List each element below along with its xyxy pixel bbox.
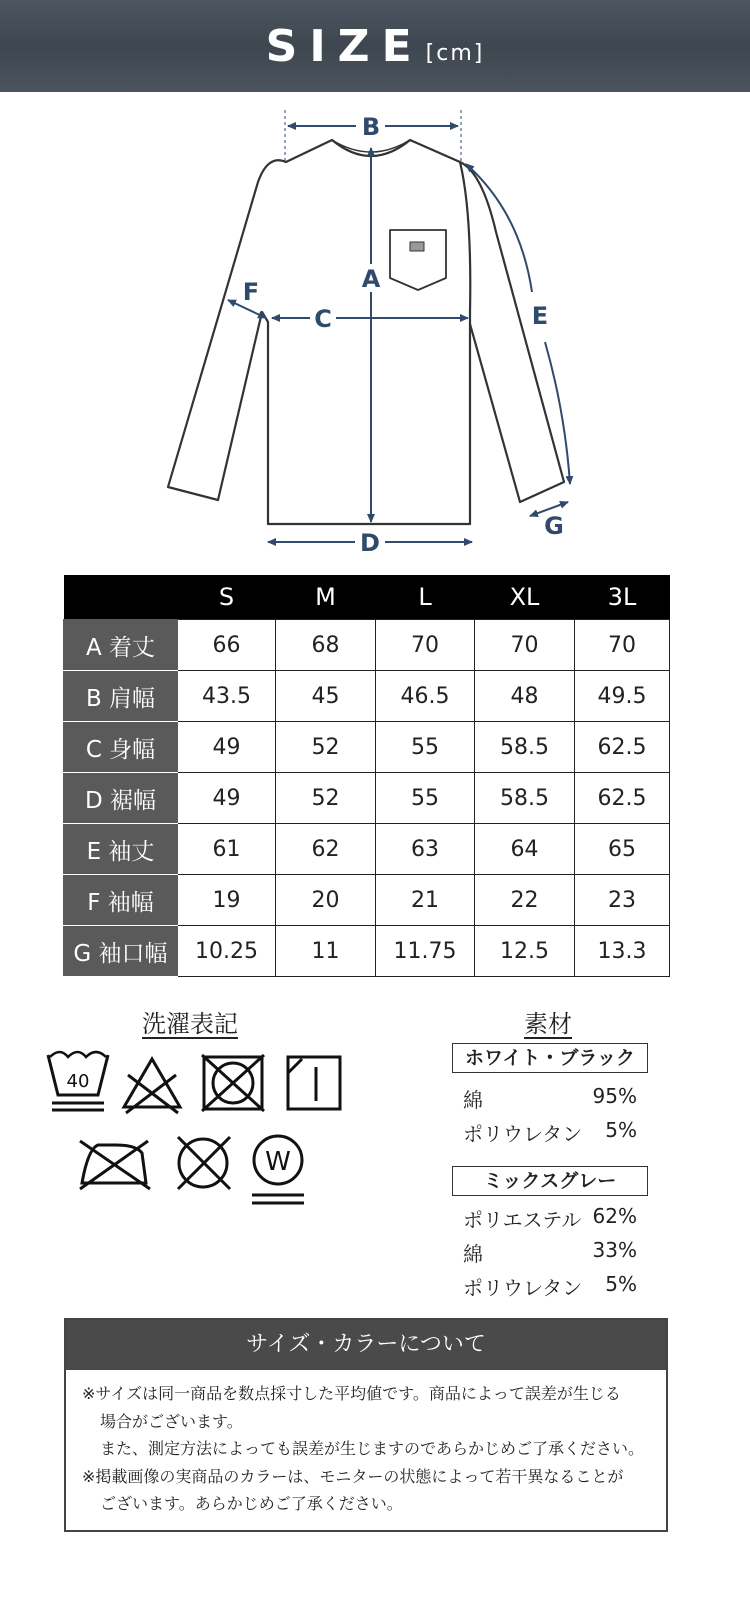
care-label-title: 洗濯表記 — [142, 1010, 238, 1038]
row-label: A 着丈 — [64, 620, 178, 671]
row-label: G 袖口幅 — [64, 926, 178, 977]
material-pct: 33% — [592, 1238, 637, 1262]
svg-text:40: 40 — [66, 1071, 90, 1092]
table-cell: 43.5 — [178, 671, 276, 722]
material-name: ポリエステル — [463, 1208, 582, 1232]
row-label: F 袖幅 — [64, 875, 178, 926]
size-unit: [cm] — [425, 40, 485, 66]
size-header-row — [64, 575, 670, 620]
wash-40-icon — [48, 1052, 108, 1110]
table-cell: 10.25 — [178, 926, 276, 977]
table-cell: 55 — [376, 773, 475, 824]
table-cell: 46.5 — [376, 671, 475, 722]
table-cell: 62.5 — [575, 722, 670, 773]
table-cell: 12.5 — [475, 926, 575, 977]
label-d: D — [360, 529, 380, 557]
notes-body — [66, 1370, 666, 1518]
material-group-header: ホワイト・ブラック — [452, 1043, 648, 1073]
table-cell: 19 — [178, 875, 276, 926]
table-cell: 58.5 — [475, 773, 575, 824]
table-row — [64, 722, 670, 773]
table-row — [64, 926, 670, 977]
material-item — [463, 1204, 637, 1232]
table-cell: 11 — [276, 926, 376, 977]
label-a: A — [361, 265, 381, 293]
label-c: C — [314, 305, 332, 333]
material-title: 素材 — [524, 1010, 572, 1038]
table-cell: 65 — [575, 824, 670, 875]
table-cell: 70 — [575, 620, 670, 671]
table-cell: 52 — [276, 773, 376, 824]
material-item — [463, 1084, 637, 1112]
note-line: ※サイズは同一商品を数点採寸した平均値です。商品によって誤差が生じる — [82, 1384, 621, 1403]
care-symbols — [40, 1045, 360, 1215]
no-tumble-dry-icon — [202, 1055, 264, 1111]
table-cell: 61 — [178, 824, 276, 875]
material-pct: 5% — [605, 1272, 637, 1296]
table-cell: 62 — [276, 824, 376, 875]
table-cell: 64 — [475, 824, 575, 875]
table-cell: 23 — [575, 875, 670, 926]
table-cell: 13.3 — [575, 926, 670, 977]
line-dry-icon — [288, 1057, 340, 1109]
material-pct: 5% — [605, 1118, 637, 1142]
material-pct: 95% — [592, 1084, 637, 1108]
table-row — [64, 620, 670, 671]
label-g: G — [544, 512, 564, 540]
material-group-header: ミックスグレー — [452, 1166, 648, 1196]
no-bleach-icon — [124, 1059, 180, 1113]
table-cell: 45 — [276, 671, 376, 722]
no-dry-clean-icon — [178, 1137, 230, 1189]
material-name: 綿 — [463, 1088, 483, 1112]
material-item — [463, 1272, 637, 1300]
table-cell: 22 — [475, 875, 575, 926]
size-table — [63, 575, 670, 977]
table-cell: 63 — [376, 824, 475, 875]
table-cell: 49 — [178, 722, 276, 773]
size-color-notes — [64, 1318, 668, 1532]
label-e: E — [531, 302, 549, 330]
table-cell: 55 — [376, 722, 475, 773]
table-row — [64, 824, 670, 875]
note-line: 場合がございます。 — [100, 1411, 243, 1431]
no-iron-icon — [80, 1141, 150, 1189]
table-cell: 49 — [178, 773, 276, 824]
wet-clean-icon — [252, 1136, 304, 1203]
row-label: C 身幅 — [64, 722, 178, 773]
note-line: ございます。あらかじめご了承ください。 — [100, 1494, 403, 1513]
label-f: F — [242, 278, 260, 306]
table-cell: 11.75 — [376, 926, 475, 977]
material-item — [463, 1118, 637, 1146]
size-col-header: L — [376, 575, 475, 620]
material-name: ポリウレタン — [463, 1122, 583, 1146]
size-col-header: S — [178, 575, 276, 620]
table-cell: 68 — [276, 620, 376, 671]
shirt-size-diagram — [0, 92, 750, 562]
table-cell: 48 — [475, 671, 575, 722]
table-cell: 70 — [376, 620, 475, 671]
size-header — [0, 0, 750, 92]
table-cell: 21 — [376, 875, 475, 926]
label-b: B — [361, 113, 381, 141]
table-cell: 52 — [276, 722, 376, 773]
svg-text:W: W — [265, 1147, 291, 1177]
note-line: また、測定方法によっても誤差が生じますのであらかじめご了承ください。 — [100, 1439, 645, 1458]
size-col-header: 3L — [575, 575, 670, 620]
material-item — [463, 1238, 637, 1266]
table-cell: 58.5 — [475, 722, 575, 773]
table-cell: 49.5 — [575, 671, 670, 722]
material-name: 綿 — [463, 1242, 483, 1266]
notes-title: サイズ・カラーについて — [66, 1320, 666, 1370]
table-row — [64, 671, 670, 722]
row-label: D 裾幅 — [64, 773, 178, 824]
table-row — [64, 875, 670, 926]
material-name: ポリウレタン — [463, 1276, 583, 1300]
note-line: ※掲載画像の実商品のカラーは、モニターの状態によって若干異なることが — [82, 1466, 624, 1486]
corner-cell — [64, 575, 178, 620]
size-col-header: M — [276, 575, 376, 620]
material-pct: 62% — [592, 1204, 637, 1228]
measure-lines — [228, 110, 570, 542]
shirt-outline — [168, 140, 564, 524]
row-label: B 肩幅 — [64, 671, 178, 722]
row-label: E 袖丈 — [64, 824, 178, 875]
table-cell: 70 — [475, 620, 575, 671]
table-cell: 20 — [276, 875, 376, 926]
table-cell: 62.5 — [575, 773, 670, 824]
table-row — [64, 773, 670, 824]
size-col-header: XL — [475, 575, 575, 620]
table-cell: 66 — [178, 620, 276, 671]
size-title: SIZE — [265, 20, 424, 72]
